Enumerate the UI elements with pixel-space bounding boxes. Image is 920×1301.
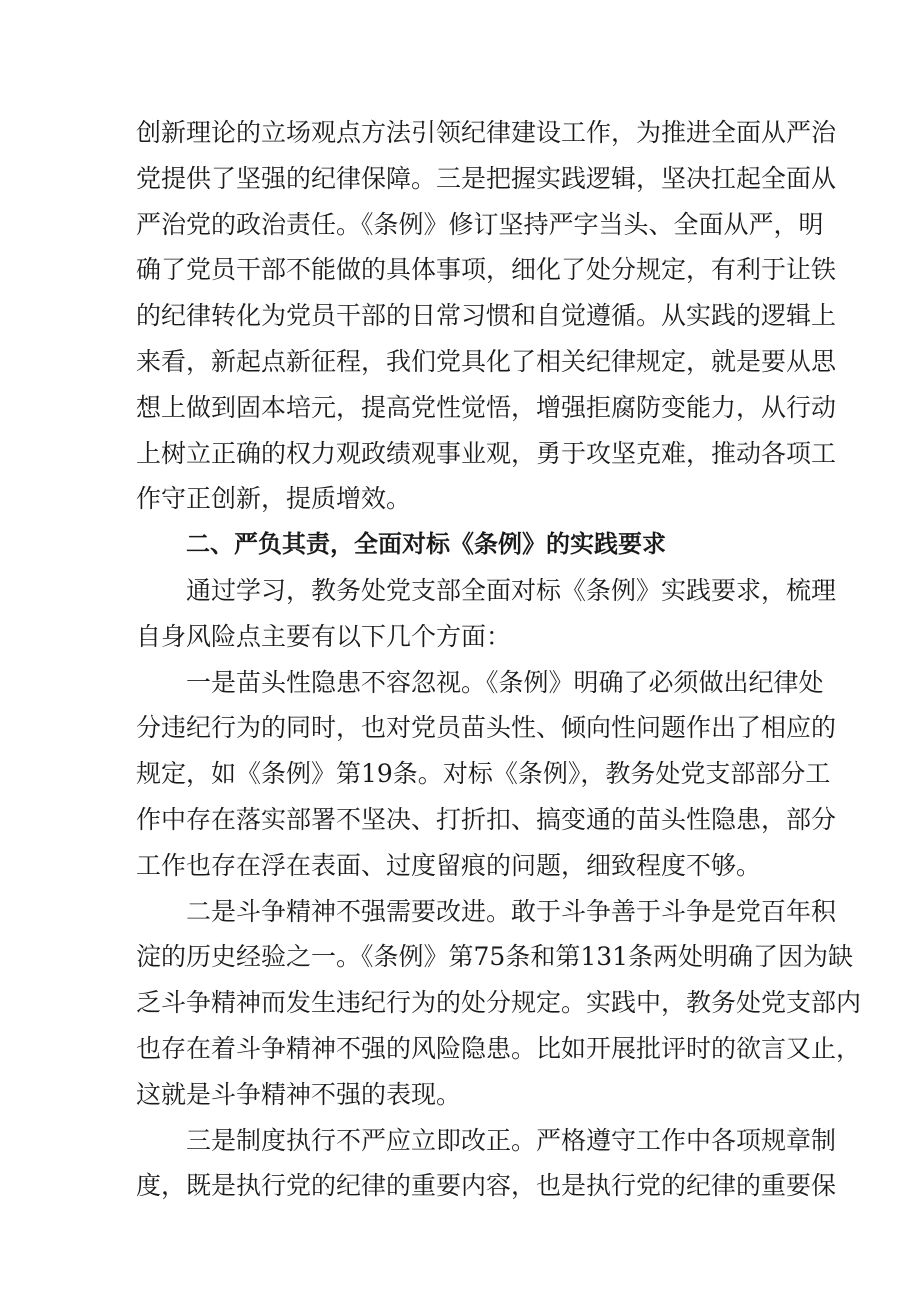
text-line: 淀的历史经验之一。《条例》第75条和第131条两处明确了因为缺	[136, 942, 854, 972]
text-line: 也存在着斗争精神不强的风险隐患。比如开展批评时的欲言又止，	[136, 1033, 862, 1063]
text-line: 创新理论的立场观点方法引领纪律建设工作，为推进全面从严治	[136, 118, 837, 147]
section-heading	[136, 522, 788, 568]
text-line: 严治党的政治责任。《条例》修订坚持严字当头、全面从严，明	[136, 209, 824, 239]
text-line: 的纪律转化为党员干部的日常习惯和自觉遵循。从实践的逻辑上	[136, 301, 837, 331]
text-line: 一是苗头性隐患不容忽视。《条例》明确了必须做出纪律处	[186, 667, 824, 697]
text-line: 分违纪行为的同时，也对党员苗头性、倾向性问题作出了相应的	[136, 713, 837, 743]
text-line: 想上做到固本培元，提高党性觉悟，增强拒腐防变能力，从行动	[136, 392, 837, 422]
text-line: 乏斗争精神而发生违纪行为的处分规定。实践中，教务处党支部内	[136, 988, 862, 1018]
paragraph-intro	[136, 568, 837, 660]
text-line: 确了党员干部不能做的具体事项，细化了处分规定，有利于让铁	[136, 255, 837, 285]
text-line: 党提供了坚强的纪律保障。三是把握实践逻辑，坚决扛起全面从	[136, 163, 837, 193]
text-line: 规定，如《条例》第19条。对标《条例》，教务处党支部部分工	[136, 759, 831, 789]
paragraph-continuation	[136, 110, 837, 522]
paragraph-point-three	[136, 1118, 837, 1210]
text-line: 上树立正确的权力观政绩观事业观，勇于攻坚克难，推动各项工	[136, 438, 837, 468]
section-heading-text: 二、严负其责，全面对标《条例》的实践要求	[186, 530, 666, 559]
text-line: 来看，新起点新征程，我们党具化了相关纪律规定，就是要从思	[136, 346, 837, 376]
text-line: 自身风险点主要有以下几个方面：	[136, 621, 512, 651]
text-line: 工作也存在浮在表面、过度留痕的问题，细致程度不够。	[136, 850, 762, 880]
text-line: 三是制度执行不严应立即改正。严格遵守工作中各项规章制	[186, 1125, 837, 1155]
text-line: 通过学习，教务处党支部全面对标《条例》实践要求，梳理	[186, 575, 837, 605]
text-line: 二是斗争精神不强需要改进。敢于斗争善于斗争是党百年积	[186, 896, 837, 926]
paragraph-point-two	[136, 889, 862, 1118]
text-line: 作守正创新，提质增效。	[136, 484, 412, 514]
text-line: 这就是斗争精神不强的表现。	[136, 1079, 462, 1109]
paragraph-point-one	[136, 660, 837, 889]
document-page	[136, 110, 862, 1209]
text-line: 度，既是执行党的纪律的重要内容，也是执行党的纪律的重要保	[136, 1171, 837, 1201]
text-line: 作中存在落实部署不坚决、打折扣、搞变通的苗头性隐患，部分	[136, 804, 837, 834]
